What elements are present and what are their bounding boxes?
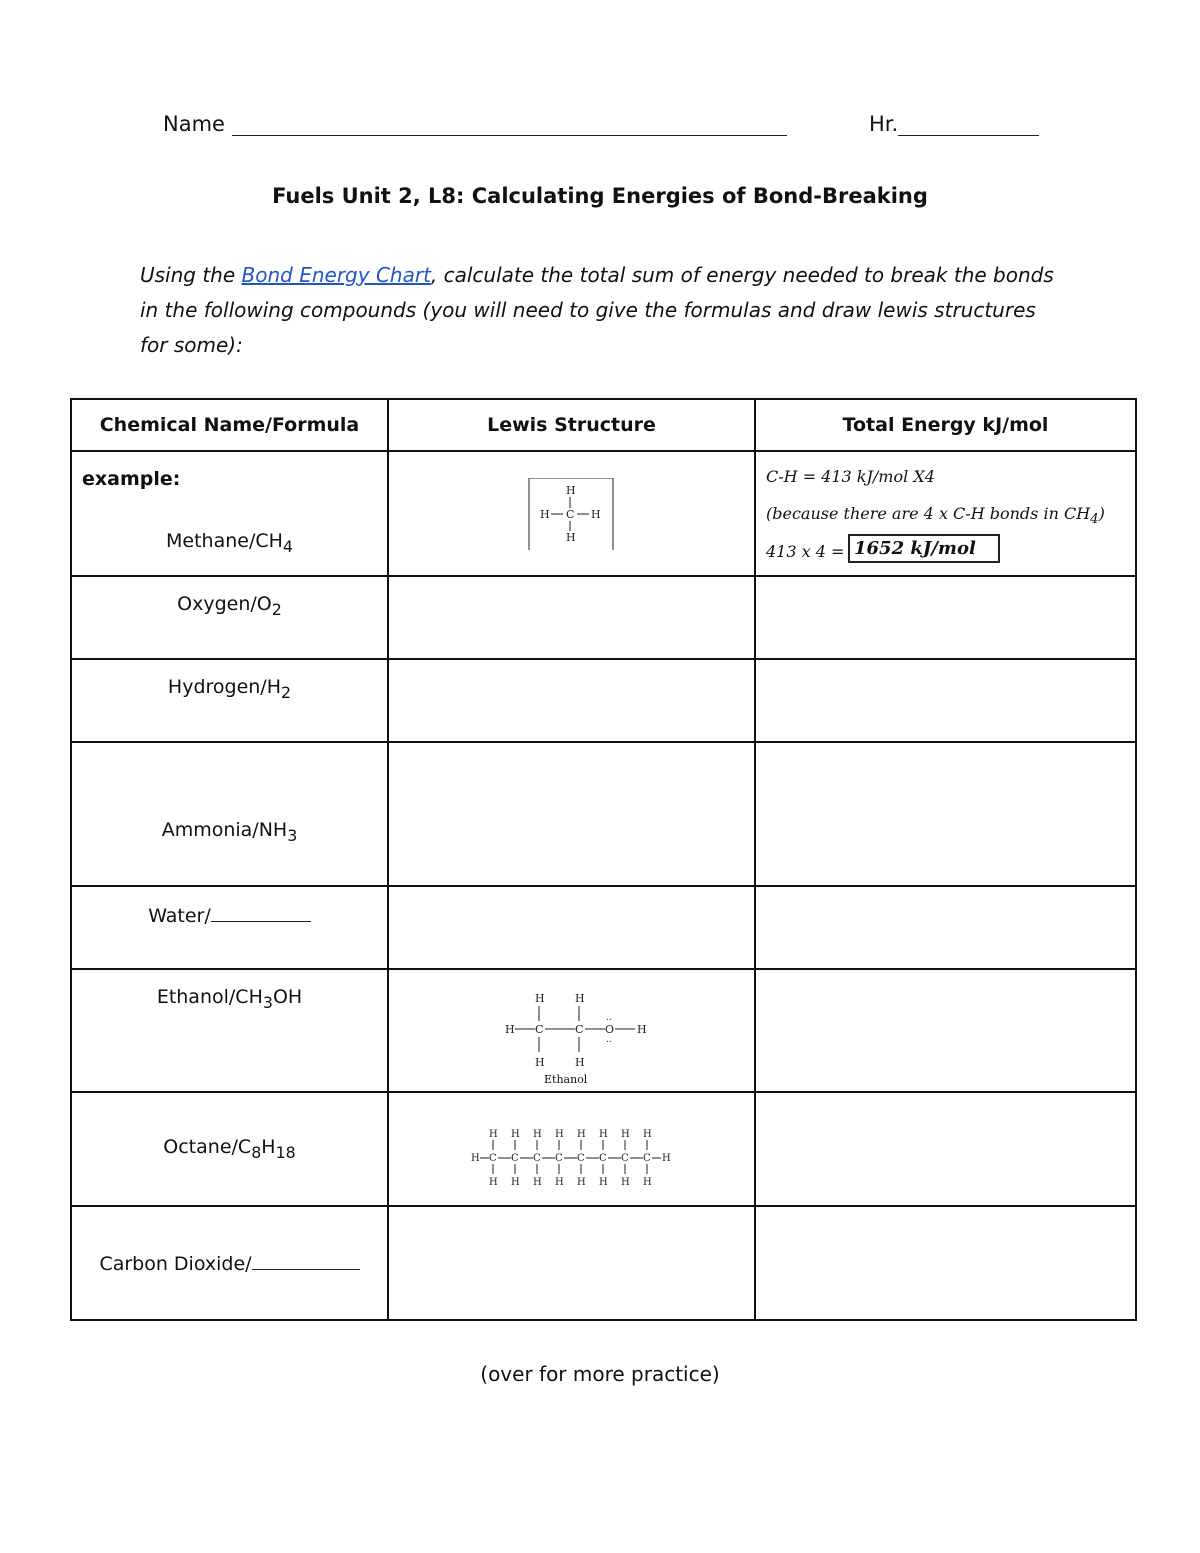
svg-text:H: H	[575, 992, 585, 1005]
name-cell-ammonia	[71, 742, 388, 886]
svg-text:C: C	[535, 1023, 544, 1036]
answer-line-2-text: (because there are 4 x C-H bonds in CH	[766, 504, 1091, 523]
svg-text:C: C	[566, 508, 575, 521]
compound-name: Ethanol/CH	[156, 986, 263, 1008]
compound-mid: H	[261, 1136, 276, 1159]
svg-text:..: ..	[606, 1035, 612, 1045]
svg-text:H: H	[591, 508, 601, 521]
name-cell-carbon-dioxide	[71, 1206, 388, 1320]
name-cell-octane	[71, 1092, 388, 1206]
svg-text:H: H	[621, 1129, 630, 1140]
table-row-hydrogen	[71, 659, 1136, 742]
compound-sub: 3	[262, 992, 273, 1012]
col-header-energy: Total Energy kJ/mol	[755, 399, 1136, 451]
svg-text:H: H	[489, 1129, 498, 1140]
ethanol-caption: Ethanol	[544, 1073, 588, 1086]
instructions	[140, 258, 1060, 363]
svg-text:H: H	[511, 1129, 520, 1140]
name-cell-ethanol	[71, 969, 388, 1092]
svg-text:C: C	[489, 1153, 497, 1164]
name-cell-hydrogen	[71, 659, 388, 742]
table-row-ammonia	[71, 742, 1136, 886]
octane-lewis-structure	[469, 1123, 679, 1193]
example-label: example:	[82, 468, 181, 490]
bond-energy-chart-link[interactable]: Bond Energy Chart	[241, 263, 431, 287]
svg-text:H: H	[599, 1177, 608, 1188]
lewis-cell-ammonia[interactable]	[388, 742, 755, 886]
energy-cell-water[interactable]	[755, 886, 1136, 969]
compound-sub-2: 18	[275, 1142, 296, 1162]
svg-text:C: C	[643, 1153, 651, 1164]
col-header-lewis: Lewis Structure	[388, 399, 755, 451]
compound-name: Water/	[148, 905, 211, 927]
svg-text:H: H	[662, 1153, 671, 1164]
table-row-ethanol	[71, 969, 1136, 1092]
svg-text:H: H	[533, 1177, 542, 1188]
svg-text:H: H	[535, 1056, 545, 1069]
table-row-oxygen	[71, 576, 1136, 659]
instructions-suffix: , calculate the total sum of energy needed to break the bonds in the following compounds (you will need to give the formulas and draw lewis structures for some):	[140, 263, 1054, 357]
name-blank-line[interactable]	[232, 111, 787, 136]
answer-line-2-sub: 4	[1090, 512, 1099, 528]
answer-boxed-total: 1652 kJ/mol	[848, 534, 1000, 563]
svg-text:H: H	[566, 484, 576, 497]
svg-text:H: H	[599, 1129, 608, 1140]
compound-name: Ammonia/NH	[161, 819, 288, 842]
svg-text:C: C	[599, 1153, 607, 1164]
compound-name: Octane/C	[163, 1136, 252, 1159]
svg-text:H: H	[511, 1177, 520, 1188]
footer-note: (over for more practice)	[480, 1362, 720, 1386]
example-name-text: Methane/CH	[166, 530, 283, 552]
lewis-cell-hydrogen[interactable]	[388, 659, 755, 742]
compound-tail: OH	[272, 986, 303, 1008]
svg-text:H: H	[566, 531, 576, 544]
svg-text:C: C	[555, 1153, 563, 1164]
svg-text:O: O	[605, 1023, 615, 1036]
lewis-cell-ethanol	[388, 969, 755, 1092]
svg-text:H: H	[540, 508, 550, 521]
svg-text:H: H	[505, 1023, 515, 1036]
table-header-row	[71, 399, 1136, 451]
svg-text:H: H	[575, 1056, 585, 1069]
energy-cell-carbon-dioxide[interactable]	[755, 1206, 1136, 1320]
compound-sub: 3	[287, 826, 298, 845]
compound-name: Hydrogen/H	[167, 676, 281, 698]
lewis-cell-oxygen[interactable]	[388, 576, 755, 659]
name-label: Name	[163, 112, 225, 136]
svg-text:H: H	[555, 1129, 564, 1140]
energy-cell-hydrogen[interactable]	[755, 659, 1136, 742]
compound-name: Oxygen/O	[177, 593, 272, 615]
table-row-methane	[71, 451, 1136, 576]
svg-text:H: H	[471, 1153, 480, 1164]
svg-text:H: H	[621, 1177, 630, 1188]
energy-cell-oxygen[interactable]	[755, 576, 1136, 659]
svg-text:H: H	[555, 1177, 564, 1188]
example-name-sub: 4	[282, 536, 293, 556]
energy-cell-methane	[755, 451, 1136, 576]
example-compound-name	[72, 530, 387, 556]
instructions-prefix: Using the	[140, 263, 242, 287]
answer-line-2-end: )	[1098, 504, 1105, 523]
lewis-cell-carbon-dioxide[interactable]	[388, 1206, 755, 1320]
formula-blank[interactable]	[211, 903, 311, 922]
svg-text:C: C	[533, 1153, 541, 1164]
table-row-octane	[71, 1092, 1136, 1206]
svg-text:C: C	[575, 1023, 584, 1036]
answer-line-3: 413 x 4 =	[766, 542, 845, 561]
lewis-cell-octane	[388, 1092, 755, 1206]
svg-text:..: ..	[606, 1013, 612, 1023]
svg-text:H: H	[643, 1177, 652, 1188]
svg-text:H: H	[577, 1129, 586, 1140]
svg-text:C: C	[511, 1153, 519, 1164]
methane-lewis-structure	[527, 478, 627, 552]
lewis-cell-methane	[388, 451, 755, 576]
energy-cell-octane[interactable]	[755, 1092, 1136, 1206]
name-cell-oxygen	[71, 576, 388, 659]
energy-cell-ammonia[interactable]	[755, 742, 1136, 886]
compound-sub: 2	[281, 682, 292, 702]
svg-text:H: H	[577, 1177, 586, 1188]
svg-text:H: H	[489, 1177, 498, 1188]
col-header-name: Chemical Name/Formula	[71, 399, 388, 451]
name-cell-water	[71, 886, 388, 969]
svg-text:H: H	[643, 1129, 652, 1140]
formula-blank[interactable]	[252, 1251, 360, 1270]
energy-cell-ethanol[interactable]	[755, 969, 1136, 1092]
svg-text:H: H	[535, 992, 545, 1005]
answer-line-1: C-H = 413 kJ/mol X4	[766, 467, 935, 486]
svg-text:C: C	[621, 1153, 629, 1164]
svg-text:H: H	[533, 1129, 542, 1140]
svg-text:H: H	[637, 1023, 647, 1036]
answer-line-2	[766, 504, 1105, 527]
hour-blank-line[interactable]	[898, 111, 1039, 136]
compound-sub: 2	[271, 599, 282, 619]
compound-sub: 8	[251, 1142, 262, 1162]
table-row-carbon-dioxide	[71, 1206, 1136, 1320]
worksheet-table	[70, 398, 1137, 1321]
table-row-water	[71, 886, 1136, 969]
hour-label: Hr.	[869, 112, 899, 136]
compound-name: Carbon Dioxide/	[99, 1253, 252, 1275]
svg-text:C: C	[577, 1153, 585, 1164]
lewis-cell-water[interactable]	[388, 886, 755, 969]
worksheet-title: Fuels Unit 2, L8: Calculating Energies of Bond-Breaking	[272, 184, 928, 208]
name-cell-methane	[71, 451, 388, 576]
